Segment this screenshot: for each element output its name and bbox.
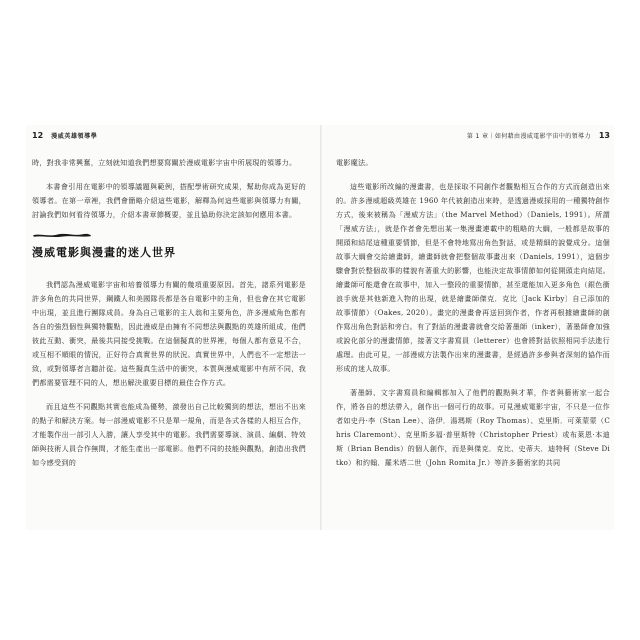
paragraph: 電影魔法。 xyxy=(336,158,373,167)
paragraph: 而且這些不同觀點其實也能成為優勢，激發出自己比較獨到的想法，想出不出來的點子和解決方案。每一部漫威電影不只是單一規角，而是各式各樣的人相互合作，才能製作出一部引人入勝，讓人享受其中的電影。我們需要導演、演員、編劇、特效師與技術人員合作無間，才能生產出一部電影。他們不同的技能與觀點，創造出我們如今感受到的 xyxy=(32,402,306,467)
left-page-number: 12 xyxy=(32,130,44,140)
brush-stroke-icon xyxy=(32,232,92,238)
right-page-body xyxy=(336,156,610,470)
right-running-title: 第 1 章｜如何藉由漫威電影宇宙中的領導力 xyxy=(466,132,591,140)
right-page xyxy=(336,128,610,480)
paragraph: 時，對我非常興奮，立刻就知道我們想要寫關於漫威電影宇宙中所展現的領導力。 xyxy=(32,158,297,167)
left-page-body xyxy=(32,156,306,470)
right-page-number: 13 xyxy=(598,130,610,140)
paragraph: 本書會引用在電影中的領導議題與範例，搭配學術研究成果，幫助你成為更好的領導者。在第一章裡，我們會簡略介紹這些電影，解釋為何這些電影與領導力有關，討論我們如何看待領導力，介紹本書章節概要，並且協助你決定該如何應用本書。 xyxy=(32,182,306,219)
paragraph: 我們認為漫威電影宇宙和培養領導力有關的幾項重要原因。首先，諸系列電影是許多角色的共同世界，鋼鐵人和美國隊長都是各自電影中的主角，但也會在其它電影中出現，並且進行團隊成員。身為自己電影的主人翁和主要角色，許多漫威角色都有各自的強烈個性與獨特觀點，因此漫威是由擁有不同想法與觀點的英雄所組成，他們彼此互動、衝突，最後共同接受挑戰。在這個擬真的世界裡，每個人都有意見不合，或互相不順眼的情況，正好符合真實世界的狀況。真實世界中，人們也不一定想法一致，或對領導者言聽計從。這些擬真生活中的衝突，本質與漫威電影中有所不同，我們都需要管理不同的人，想出解決重要目標的最佳合作方式。 xyxy=(32,280,306,387)
paragraph: 著墨師、文字書寫員和編輯都加入了他們的觀點與才華，作者與藝術家一起合作，將各自的想法帶入，創作出一個可行的故事。可見漫威電影宇宙，不只是一位作者如史丹·李（Stan Lee）、洛伊．湯瑪斯（Roy Thomas）、克里斯．可萊蒙蒙（Chris Claremont）、克里斯多福·普里斯特（Christopher Priest）或布萊恩·本迪斯（Brian Bendis）的個人創作，而是與傑克．克比、史蒂夫．迪特柯（Steve Ditko）和約翰．羅米塔二世（John Romita Jr.）等許多藝術家的共同 xyxy=(336,388,610,467)
right-page-header xyxy=(336,128,610,142)
section-title: 漫威電影與漫畫的迷人世界 xyxy=(32,246,176,259)
section-heading xyxy=(32,232,306,266)
left-page xyxy=(32,128,306,480)
left-running-title: 漫威英雄領導學 xyxy=(51,132,98,140)
paragraph: 這些電影所改編的漫畫書，也是採取不同創作者觀點相互合作的方式而創造出來的。許多漫威超級英雄在 1960 年代被創造出來時，是透過漫威採用的一種獨特創作方式，後來被稱為「漫威方法」（the Marvel Method）（Daniels, 1991）。所謂「漫威方法」，就是作者會先想出某一集漫畫連載中的粗略的大綱，一般都是故事的開頭和結尾這種重要情節，但是不會特地寫出角色對話，或是精細的說覺成分。這個故事大綱會交給繪畫師，繪畫師就會把整個故事畫出來（Daniels, 1991），這個步驟會對於整個故事的樣貌有著重大的影響，也能決定故事情節如何從開頭走向結尾。繪畫師可能還會在故事中，加入一整段的重要情節，甚至還能加入更多角色（銀色衝浪手就是其他新進入物的出現，就是繪畫師傑克．克比〔Jack Kirby〕自己添加的故事情節）（Oakes, 2020）。畫完的漫畫會再送回到作者，作者再根據繪畫師的創作寫出角色對話和旁白。有了對話的漫畫書就會交給著墨師（inker），著墨師會加強或說化部分的漫畫情節，接著文字書寫員（letterer）也會將對話依照相同手法進行處理。由此可見，一部漫威方法製作出來的漫畫書，是經過許多參與者深刻的協作而形成的迷人故事。 xyxy=(336,182,610,373)
book-gutter xyxy=(320,125,322,530)
left-page-header xyxy=(32,128,306,142)
